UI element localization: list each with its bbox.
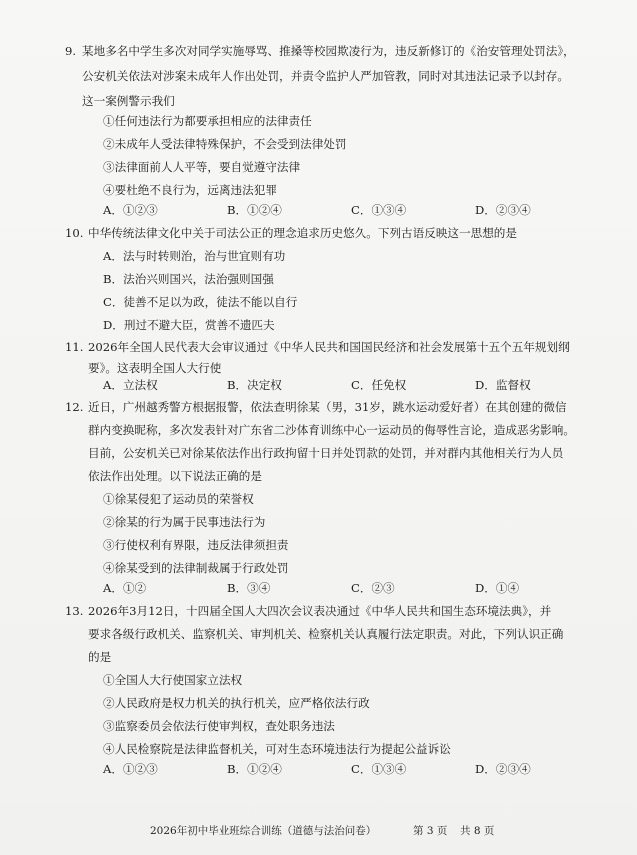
question-text-line: 中华传统法律文化中关于司法公正的理念追求历史悠久。下列古语反映这一思想的是 (88, 226, 517, 240)
question-text-line: 目前，公安机关已对徐某依法作出行政拘留十日并处罚款的处罚，并对群内其他相关行为人员 (88, 446, 564, 460)
option-d: D．②③④ (475, 762, 531, 776)
option-b: B．决定权 (227, 378, 282, 392)
option-a: A．①② (103, 581, 147, 595)
question-text-line: 2026年全国人民代表大会审议通过《中华人民共和国国民经济和社会发展第十五个五年规划纲 (88, 340, 570, 354)
footer-total-pages: 共 8 页 (460, 825, 495, 837)
statement-2: ②徐某的行为属于民事违法行为 (103, 515, 266, 529)
option-a: A．①②③ (103, 762, 158, 776)
statement-2: ②未成年人受法律特殊保护，不会受到法律处罚 (103, 137, 347, 151)
question-number: 12. (65, 400, 84, 414)
option-b: B．①②④ (227, 203, 282, 217)
statement-1: ①任何违法行为都要承担相应的法律责任 (103, 114, 312, 128)
option-a: A．立法权 (103, 378, 158, 392)
option-d: D．①④ (475, 581, 520, 595)
option-c: C．任免权 (351, 378, 407, 392)
footer-title: 2026年初中毕业班综合训练（道德与法治问卷） (150, 825, 377, 837)
option-d: D．监督权 (475, 378, 531, 392)
option-c: C．①③④ (351, 203, 407, 217)
option-b: B．①②④ (227, 762, 282, 776)
statement-2: ②人民政府是权力机关的执行机关，应严格依法行政 (103, 696, 370, 710)
footer-page-number: 第 3 页 (413, 825, 448, 837)
option-b: B．法治兴则国兴，法治强则国强 (103, 272, 274, 286)
question-text-line: 要求各级行政机关、监察机关、审判机关、检察机关认真履行法定职责。对此，下列认识正确 (88, 627, 564, 641)
question-text-line: 要》。这表明全国人大行使 (88, 361, 222, 375)
option-d: D．刑过不避大臣，赏善不遗匹夫 (103, 318, 275, 332)
question-number: 13. (65, 604, 84, 618)
question-text-line: 近日，广州越秀警方根据报警，依法查明徐某（男，31岁，跳水运动爱好者）在其创建的微信 (88, 400, 567, 414)
statement-4: ④徐某受到的法律制裁属于行政处罚 (103, 561, 289, 575)
question-text-line: 群内变换昵称，多次发表针对广东省二沙体育训练中心一运动员的侮辱性言论，造成恶劣影响。 (88, 423, 575, 437)
statement-3: ③行使权利有界限，违反法律须担责 (103, 538, 289, 552)
question-text-line: 2026年3月12日，十四届全国人大四次会议表决通过《中华人民共和国生态环境法典》，并 (88, 604, 552, 618)
statement-1: ①徐某侵犯了运动员的荣誉权 (103, 492, 254, 506)
question-text-line: 某地多名中学生多次对同学实施辱骂、推搡等校园欺凌行为，违反新修订的《治安管理处罚法》， (82, 44, 575, 58)
option-d: D．②③④ (475, 203, 531, 217)
question-number: 9. (65, 44, 77, 58)
option-a: A．法与时转则治，治与世宜则有功 (103, 249, 286, 263)
option-c: C．②③ (351, 581, 395, 595)
question-text-line: 这一案例警示我们 (82, 94, 175, 108)
option-b: B．③④ (227, 581, 271, 595)
statement-3: ③监察委员会依法行使审判权，查处职务违法 (103, 719, 335, 733)
statement-4: ④要杜绝不良行为，远离违法犯罪 (103, 183, 277, 197)
statement-1: ①全国人大行使国家立法权 (103, 673, 243, 687)
question-text-line: 公安机关依法对涉案未成年人作出处罚，并责令监护人严加管教，同时对其违法记录予以封存。 (82, 69, 569, 83)
statement-4: ④人民检察院是法律监督机关，可对生态环境违法行为提起公益诉讼 (103, 742, 451, 756)
question-text-line: 依法作出处理。以下说法正确的是 (88, 469, 262, 483)
statement-3: ③法律面前人人平等，要自觉遵守法律 (103, 160, 301, 174)
option-c: C．①③④ (351, 762, 407, 776)
question-number: 11. (65, 340, 84, 354)
option-a: A．①②③ (103, 203, 158, 217)
question-text-line: 的是 (88, 650, 112, 664)
question-number: 10. (65, 226, 84, 240)
option-c: C．徒善不足以为政，徒法不能以自行 (103, 295, 298, 309)
